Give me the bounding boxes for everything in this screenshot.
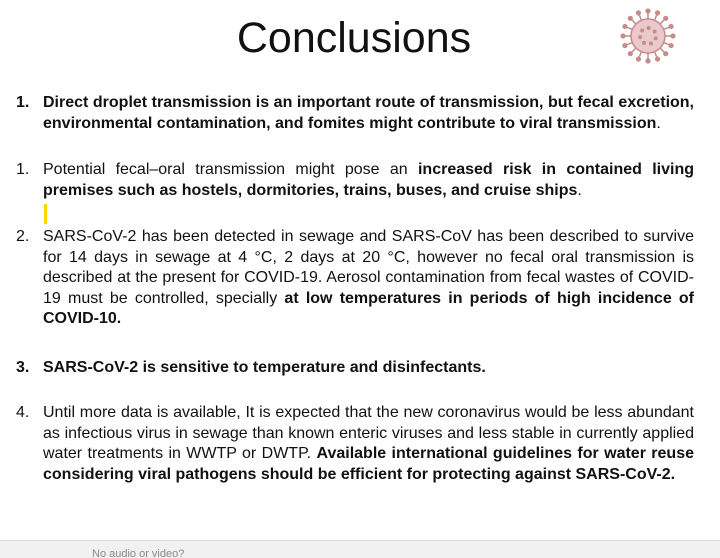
item-bold-text: Available international guidelines for water reuse considering viral pathogens should be efficient for protecting against SARS-CoV-2. (43, 445, 695, 483)
no-audio-link[interactable]: No audio or video? (92, 548, 185, 558)
list-item (16, 358, 694, 379)
list-item (16, 227, 694, 330)
item-number: 4. (16, 404, 30, 421)
item-text: Until more data is available, It is expected that the new coronavirus would be less abundant as infectious virus in sewage than known enteric viruses and less stable in currently applied water treatments in WWTP or DWTP. (43, 404, 694, 462)
coronavirus-illustration (610, 2, 686, 70)
list-item (16, 403, 694, 485)
bottom-bar (0, 540, 720, 558)
text-cursor (44, 204, 47, 224)
item-number: 2. (16, 228, 30, 245)
item-text: SARS-CoV-2 has been detected in sewage and SARS-CoV has been described to survive for 14 days in sewage at 4 °C, 2 days at 20 °C, however no fecal oral transmission is described at the present for COVID-19. Aerosol contamination from fecal wastes of COVID-19 must be controlled, specially (43, 228, 694, 307)
item-text: Direct droplet transmission is an important route of transmission, but fecal excretion, environmental contamination, and fomites might contribute to viral transmission (43, 94, 694, 132)
list-item (16, 93, 694, 134)
item-end: . (577, 181, 582, 199)
item-number: 1. (16, 94, 30, 111)
item-number: 1. (16, 161, 30, 178)
list-item (16, 160, 694, 201)
item-bold-text: increased risk in contained living premises such as hostels, dormitories, trains, buses, and cruise ships (43, 161, 695, 199)
item-text: Potential fecal–oral transmission might pose an (43, 161, 418, 178)
item-end: . (656, 114, 661, 132)
slide-title: Conclusions (236, 14, 472, 62)
item-bold-text: at low temperatures in periods of high incidence of COVID-10. (43, 289, 695, 327)
item-text: SARS-CoV-2 is sensitive to temperature and disinfectants. (43, 359, 486, 376)
item-number: 3. (16, 359, 30, 376)
